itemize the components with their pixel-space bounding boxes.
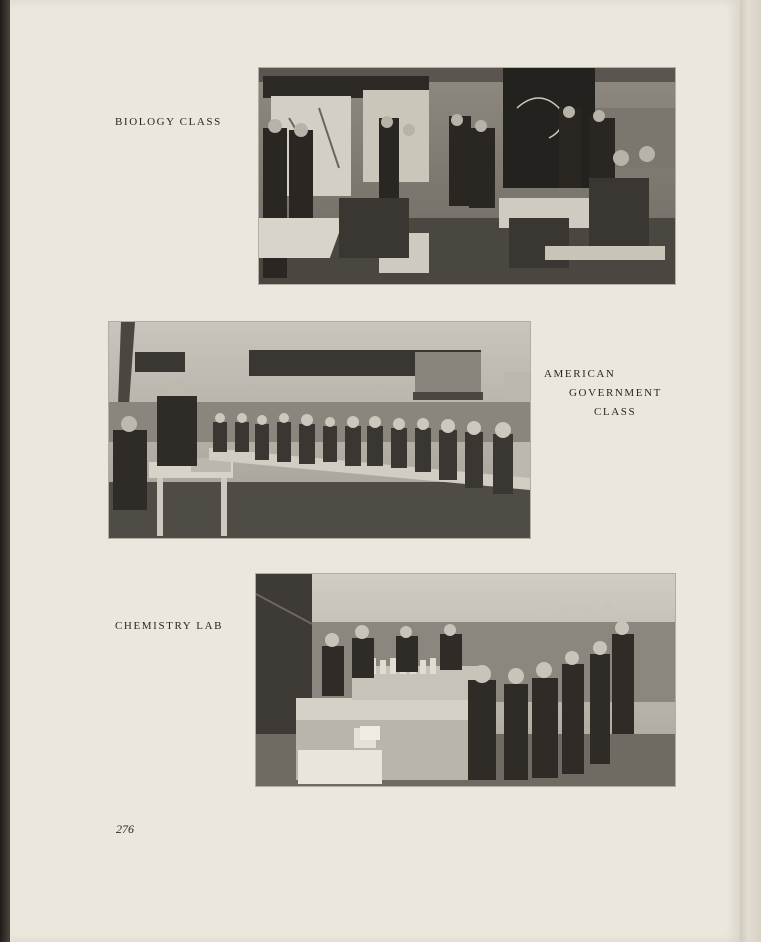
biology-class-caption: BIOLOGY CLASS	[115, 116, 222, 128]
page-number: 276	[116, 822, 134, 836]
binding-edge	[0, 0, 10, 942]
biology-class-photo	[259, 68, 675, 284]
government-caption-line1: AMERICAN	[544, 368, 616, 380]
government-caption-line2: GOVERNMENT	[569, 387, 662, 399]
chemistry-lab-caption: CHEMISTRY LAB	[115, 620, 224, 632]
government-class-photo	[109, 322, 530, 538]
page-edge	[740, 0, 761, 942]
chemistry-lab-photo	[256, 574, 675, 786]
government-caption-line3: CLASS	[594, 406, 637, 418]
